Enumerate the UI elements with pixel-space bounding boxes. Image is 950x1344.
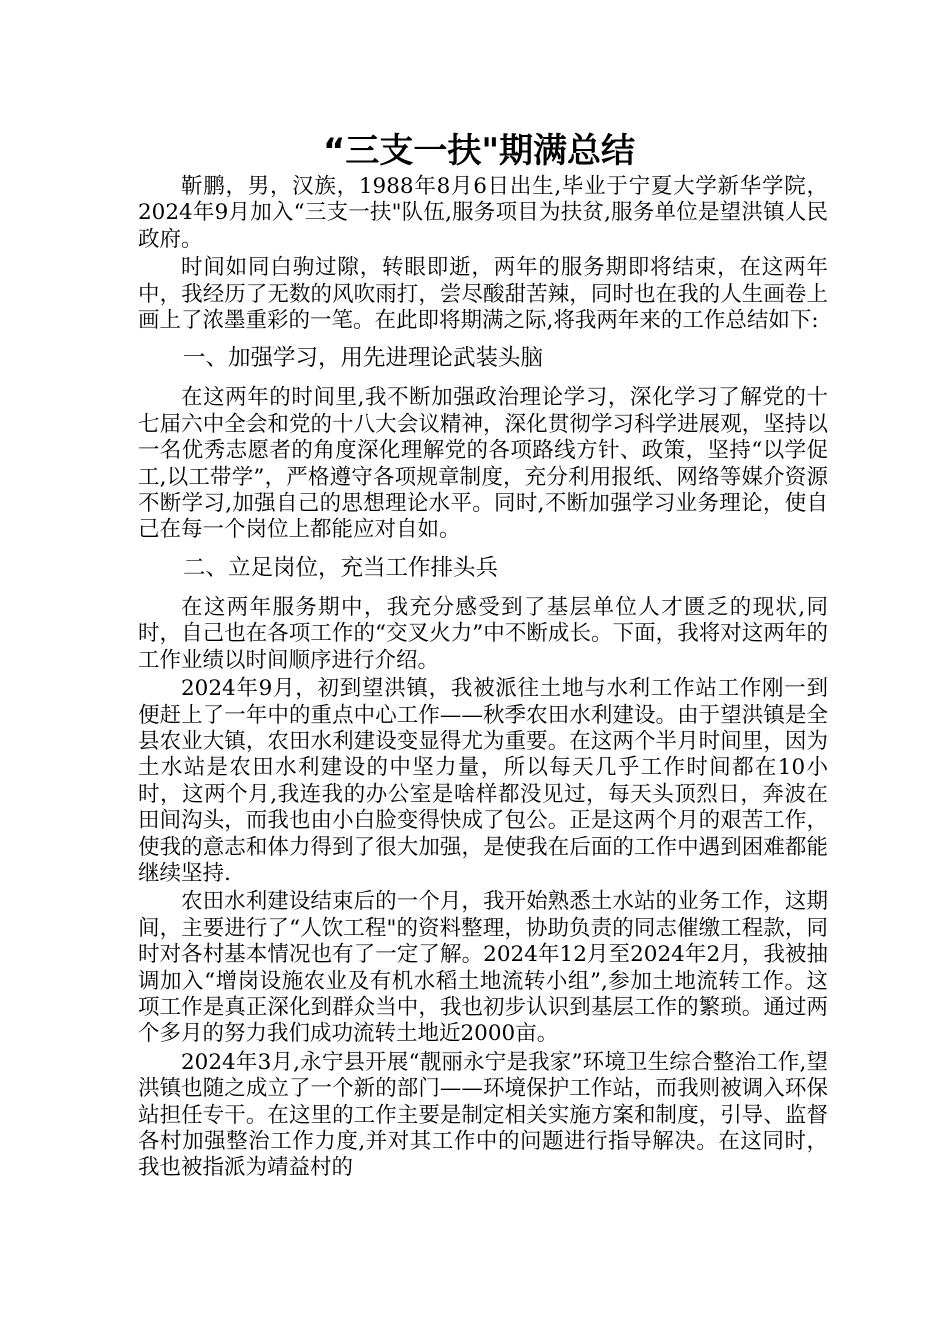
section-heading-post: 二、立足岗位，充当工作排头兵 — [183, 554, 499, 581]
post-paragraph-intro: 在这两年服务期中，我充分感受到了基层单位人才匮乏的现状,同时，自己也在各项工作的“交叉火力”中不断成长。下面，我将对这两年的工作业绩以时间顺序进行介绍。 — [138, 594, 828, 673]
intro-paragraph: 靳鹏，男，汉族，1988年8月6日出生,毕业于宁夏大学新华学院，2024年9月加入“三支一扶"队伍,服务项目为扶贫,服务单位是望洪镇人民政府。 — [138, 174, 828, 252]
opening-paragraph: 时间如同白驹过隙，转眼即逝，两年的服务期即将结束，在这两年中，我经历了无数的风吹雨打，尝尽酸甜苦辣，同时也在我的人生画卷上画上了浓墨重彩的一笔。在此即将期满之际,将我两年来的工作总结如下: — [138, 255, 828, 334]
study-paragraph: 在这两年的时间里,我不断加强政治理论学习，深化学习了解党的十七届六中全会和党的十八大会议精神，深化贯彻学习科学进展观，坚持以一名优秀志愿者的角度深化理解党的各项路线方针、政策，坚持“以学促工,以工带学”，严格遵守各项规章制度，充分利用报纸、网络等媒介资源不断学习,加强自己的思想理论水平。同时,不断加强学习业务理论，使自己在每一个岗位上都能应对自如。 — [138, 385, 828, 543]
document-body — [138, 174, 828, 1182]
post-paragraph-land-transfer: 农田水利建设结束后的一个月，我开始熟悉土水站的业务工作，这期间，主要进行了“人饮工程"的资料整理，协助负责的同志催缴工程款，同时对各村基本情况也有了一定了解。2024年12月至2024年2月，我被抽调加入“增岗设施农业及有机水稻土地流转小组”,参加土地流转工作。这项工作是真正深化到群众当中，我也初步认识到基层工作的繁琐。通过两个多月的努力我们成功流转土地近2000亩。 — [138, 889, 828, 1047]
post-paragraph-water-conservancy: 2024年9月，初到望洪镇，我被派往土地与水利工作站工作刚一到便赶上了一年中的重点中心工作——秋季农田水利建设。由于望洪镇是全县农业大镇，农田水利建设变显得尤为重要。在这两个半月时间里，因为土水站是农田水利建设的中坚力量，所以每天几乎工作时间都在10小时，这两个月,我连我的办公室是啥样都没见过，每天头顶烈日，奔波在田间沟头，而我也由小白脸变得快成了包公。正是这两个月的艰苦工作，使我的意志和体力得到了很大加强，是使我在后面的工作中遇到困难都能继续坚持. — [138, 676, 828, 886]
section-heading-study: 一、加强学习，用先进理论武装头脑 — [183, 345, 544, 372]
post-paragraph-environment: 2024年3月,永宁县开展“靓丽永宁是我家”环境卫生综合整治工作,望洪镇也随之成立了一个新的部门——环境保护工作站，而我则被调入环保站担任专干。在这里的工作主要是制定相关实施方案和制度，引导、监督各村加强整治工作力度,并对其工作中的问题进行指导解决。在这同时，我也被指派为靖益村的 — [138, 1049, 828, 1181]
document-title: “三支一扶"期满总结 — [322, 131, 636, 171]
